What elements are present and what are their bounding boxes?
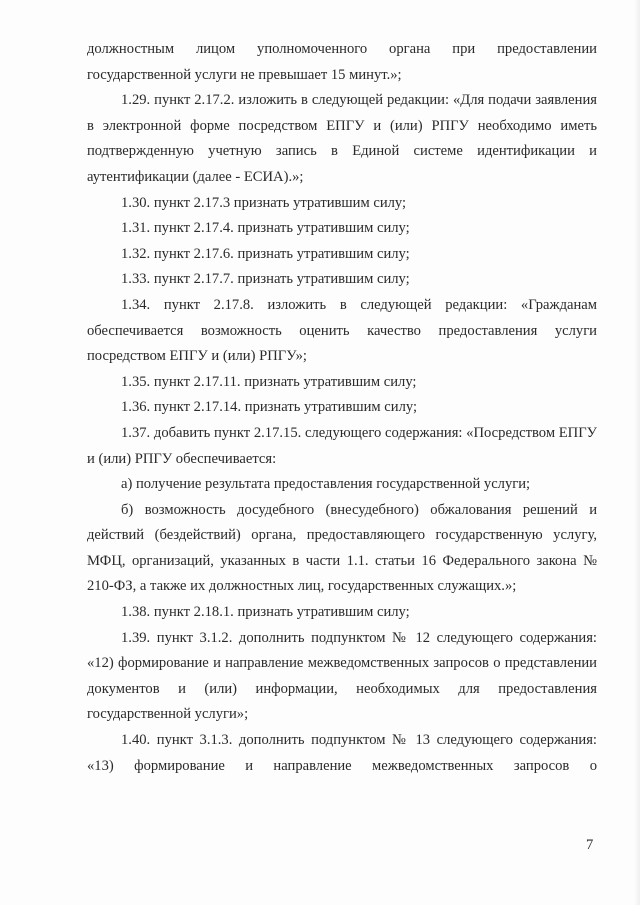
paragraph-1-35: 1.35. пункт 2.17.11. признать утратившим силу; bbox=[121, 373, 417, 390]
paragraph-1-37: 1.37. добавить пункт 2.17.15. следующего содержания: «Посредством ЕПГУ и (или) РПГУ обеспечивается: bbox=[87, 424, 597, 467]
paragraph-continuation: должностным лицом уполномоченного органа при предоставлении государственной услуги не превышает 15 минут.»; bbox=[87, 41, 597, 83]
paragraph-item-b: б) возможность досудебного (внесудебного) обжалования решений и действий (бездействий) органа, предоставляющего государственную услугу, МФЦ, организаций, указанных в части 1.1. статьи 16 Федерального закона № 210-ФЗ, а также их должностных лиц, государственных служащих.»; bbox=[87, 501, 597, 595]
paragraph-1-29: 1.29. пункт 2.17.2. изложить в следующей редакции: «Для подачи заявления в электронной форме посредством ЕПГУ и (или) РПГУ необходимо иметь подтвержденную учетную запись в Единой системе идентификации и аутентификации (далее - ЕСИА).»; bbox=[87, 92, 597, 185]
paragraph-1-38: 1.38. пункт 2.18.1. признать утратившим силу; bbox=[121, 604, 410, 621]
paragraph-1-40: 1.40. пункт 3.1.3. дополнить подпунктом № 13 следующего содержания: «13) формирование и направление межведомственных запросов о bbox=[87, 732, 597, 774]
document-body bbox=[87, 37, 597, 779]
paragraph-1-33: 1.33. пункт 2.17.7. признать утратившим силу; bbox=[121, 271, 410, 288]
paragraph-1-30: 1.30. пункт 2.17.3 признать утратившим силу; bbox=[121, 194, 407, 211]
paragraph-1-39: 1.39. пункт 3.1.2. дополнить подпунктом № 12 следующего содержания: «12) формирование и направление межведомственных запросов о представлении документов и (или) информации, необходимых для предоставления государственной услуги»; bbox=[87, 629, 597, 723]
paragraph-1-34: 1.34. пункт 2.17.8. изложить в следующей редакции: «Гражданам обеспечивается возможность оценить качество предоставления услуги посредством ЕПГУ и (или) РПГУ»; bbox=[87, 296, 597, 365]
paragraph-item-a: а) получение результата предоставления государственной услуги; bbox=[121, 476, 531, 493]
paragraph-1-36: 1.36. пункт 2.17.14. признать утратившим силу; bbox=[121, 399, 418, 416]
scan-edge bbox=[634, 0, 640, 905]
page-number: 7 bbox=[586, 837, 594, 853]
paragraph-1-31: 1.31. пункт 2.17.4. признать утратившим силу; bbox=[121, 220, 410, 237]
paragraph-1-32: 1.32. пункт 2.17.6. признать утратившим силу; bbox=[121, 245, 410, 262]
